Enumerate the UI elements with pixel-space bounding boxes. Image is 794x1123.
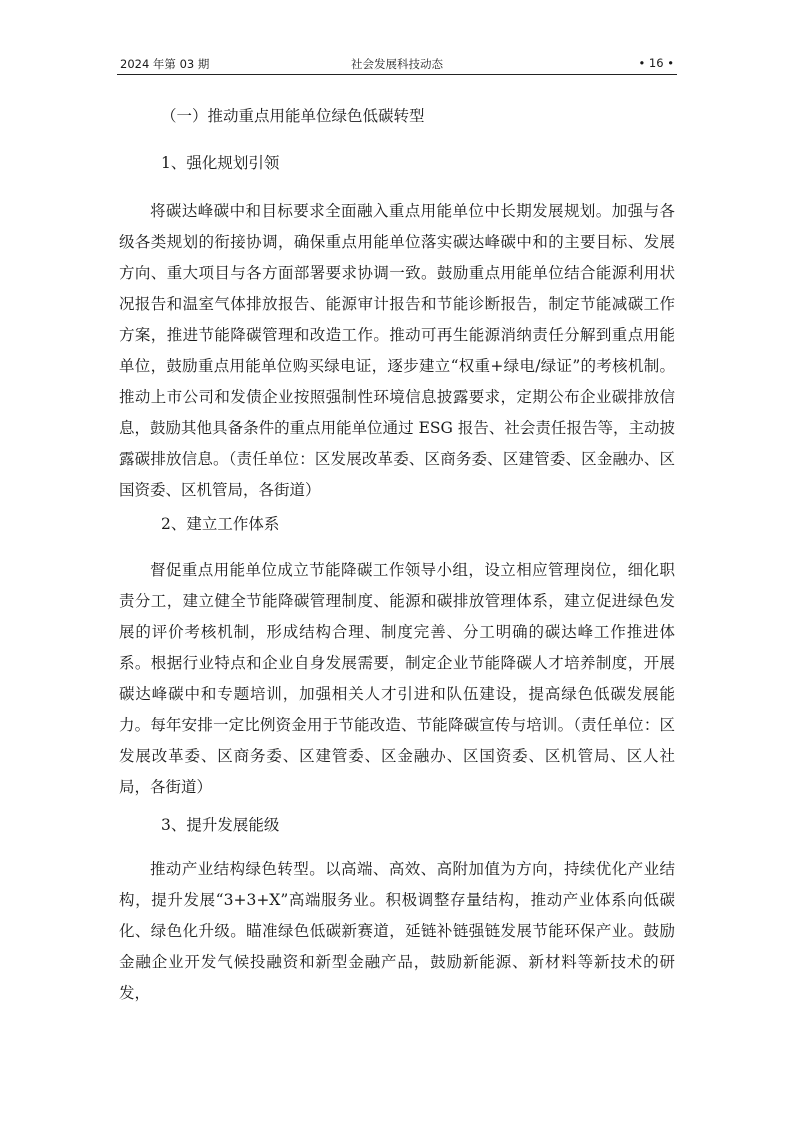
- subsection-heading-1: 1、强化规划引领: [161, 154, 280, 172]
- paragraph-2: 督促重点用能单位成立节能降碳工作领导小组，设立相应管理岗位，细化职责分工，建立健全节能降碳管理制度、能源和碳排放管理体系，建立促进绿色发展的评价考核机制，形成结构合理、制度完善、分工明确的碳达峰工作推进体系。根据行业特点和企业自身发展需要，制定企业节能降碳人才培养制度，开展碳达峰碳中和专题培训，加强相关人才引进和队伍建设，提高绿色低碳发展能力。每年安排一定比例资金用于节能改造、节能降碳宣传与培训。（责任单位：区发展改革委、区商务委、区建管委、区金融办、区国资委、区机管局、区人社局，各街道）: [119, 561, 675, 796]
- journal-title: 社会发展科技动态: [351, 57, 443, 71]
- paragraph-3: 推动产业结构绿色转型。以高端、高效、高附加值为方向，持续优化产业结构，提升发展“3+3+X”高端服务业。积极调整存量结构，推动产业体系向低碳化、绿色化升级。瞄准绿色低碳新赛道，延链补链强链发展节能环保产业。鼓励金融企业开发气候投融资和新型金融产品，鼓励新能源、新材料等新技术的研发，: [119, 860, 675, 1002]
- subsection-heading-2: 2、建立工作体系: [161, 515, 280, 533]
- subsection-heading-3: 3、提升发展能级: [161, 816, 280, 834]
- page-number: • 16 •: [638, 56, 674, 70]
- section-title: （一）推动重点用能单位绿色低碳转型: [161, 107, 425, 125]
- issue-number: 2024 年第 03 期: [120, 57, 210, 71]
- paragraph-1: 将碳达峰碳中和目标要求全面融入重点用能单位中长期发展规划。加强与各级各类规划的衔接协调，确保重点用能单位落实碳达峰碳中和的主要目标、发展方向、重大项目与各方面部署要求协调一致。鼓励重点用能单位结合能源利用状况报告和温室气体排放报告、能源审计报告和节能诊断报告，制定节能减碳工作方案，推进节能降碳管理和改造工作。推动可再生能源消纳责任分解到重点用能单位，鼓励重点用能单位购买绿电证，逐步建立“权重+绿电/绿证”的考核机制。推动上市公司和发债企业按照强制性环境信息披露要求，定期公布企业碳排放信息，鼓励其他具备条件的重点用能单位通过 ESG 报告、社会责任报告等，主动披露碳排放信息。（责任单位：区发展改革委、区商务委、区建管委、区金融办、区国资委、区机管局，各街道）: [119, 202, 675, 499]
- page-header: [117, 52, 677, 75]
